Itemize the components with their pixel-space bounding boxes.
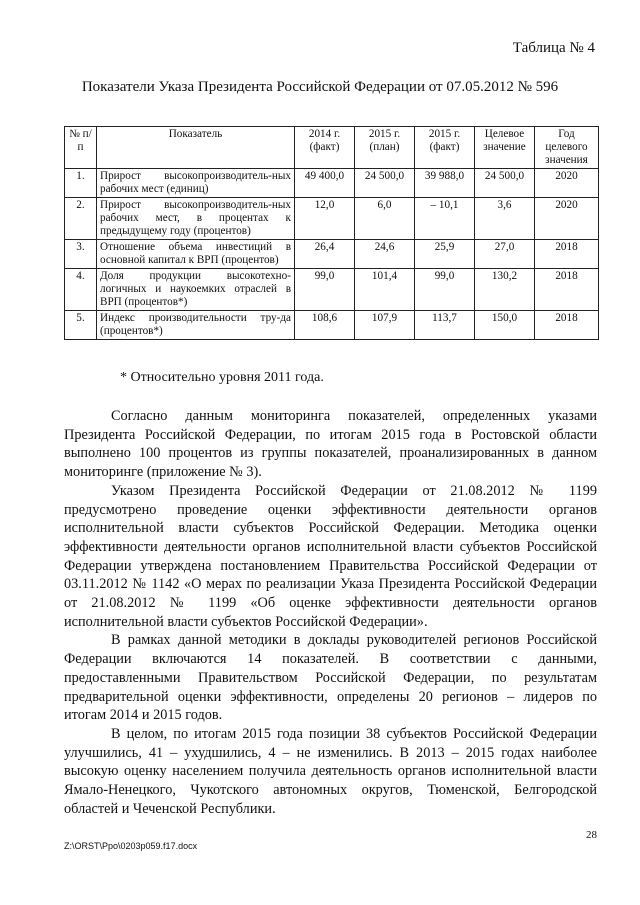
value-cell: 99,0 bbox=[415, 269, 475, 311]
header-cell-2015-plan: 2015 г. (план) bbox=[355, 127, 415, 169]
row-number-cell: 4. bbox=[65, 269, 97, 311]
value-cell: 24,6 bbox=[355, 240, 415, 269]
page-number: 28 bbox=[586, 829, 597, 841]
value-cell: 101,4 bbox=[355, 269, 415, 311]
value-cell: 130,2 bbox=[475, 269, 535, 311]
indicator-cell: Отношение объема инвестиций в основной капитал к ВРП (процентов) bbox=[97, 240, 295, 269]
value-cell: 6,0 bbox=[355, 198, 415, 240]
paragraph: Согласно данным мониторинга показателей, определенных указами Президента Российской Федерации, по итогам 2015 года в Ростовской области выполнено 100 процентов из группы показателей, проанализированных в данном мониторинге (приложение № 3). bbox=[64, 408, 597, 481]
value-cell: 27,0 bbox=[475, 240, 535, 269]
paragraph: В рамках данной методики в доклады руководителей регионов Российской Федерации включаются 14 показателей. В соответствии с данными, предоставленными Правительством Российской Федерации, по результатам предварительной оценки эффективности, определены 20 регионов – лидеров по итогам 2014 и 2015 годов. bbox=[64, 632, 597, 724]
value-cell: 150,0 bbox=[475, 311, 535, 340]
value-cell: 12,0 bbox=[295, 198, 355, 240]
body-text bbox=[64, 407, 597, 818]
paragraph: Указом Президента Российской Федерации от 21.08.2012 № 1199 предусмотрено проведение оценки эффективности деятельности органов исполнительной власти субъектов Российской Федерации. Методика оценки эффективности деятельности органов исполнительной власти субъектов Российской Федерации утверждена постановлением Правительства Российской Федерации от 03.11.2012 № 1142 «О мерах по реализации Указа Президента Российской Федерации от 21.08.2012 № 1199 «Об оценке эффективности деятельности органов исполнительной власти субъектов Российской Федерации». bbox=[64, 482, 597, 630]
row-number-cell: 5. bbox=[65, 311, 97, 340]
paragraph: В целом, по итогам 2015 года позиции 38 субъектов Российской Федерации улучшились, 41 – ухудшились, 4 – не изменились. В 2013 – 2015 годах наиболее высокую оценку населением получила деятельность органов исполнительной власти Ямало-Ненецкого, Чукотского автономных округов, Тюменской, Белгородской областей и Чеченской Республики. bbox=[64, 725, 597, 817]
row-number-cell: 2. bbox=[65, 198, 97, 240]
indicator-cell: Доля продукции высокотехно-логичных и наукоемких отраслей в ВРП (процентов*) bbox=[97, 269, 295, 311]
year-cell: 2018 bbox=[535, 311, 599, 340]
value-cell: 26,4 bbox=[295, 240, 355, 269]
year-cell: 2018 bbox=[535, 269, 599, 311]
header-cell-indicator: Показатель bbox=[97, 127, 295, 169]
value-cell: 39 988,0 bbox=[415, 169, 475, 198]
value-cell: 49 400,0 bbox=[295, 169, 355, 198]
year-cell: 2020 bbox=[535, 169, 599, 198]
table-row bbox=[65, 169, 599, 198]
header-cell-target-value: Целевое значение bbox=[475, 127, 535, 169]
indicator-cell: Прирост высокопроизводитель-ных рабочих мест, в процентах к предыдущему году (процентов) bbox=[97, 198, 295, 240]
year-cell: 2020 bbox=[535, 198, 599, 240]
value-cell: 107,9 bbox=[355, 311, 415, 340]
table-row bbox=[65, 269, 599, 311]
value-cell: 24 500,0 bbox=[475, 169, 535, 198]
value-cell: 3,6 bbox=[475, 198, 535, 240]
row-number-cell: 3. bbox=[65, 240, 97, 269]
table-footnote: * Относительно уровня 2011 года. bbox=[120, 370, 324, 385]
header-cell-2014-fact: 2014 г. (факт) bbox=[295, 127, 355, 169]
table-label: Таблица № 4 bbox=[512, 40, 595, 56]
table-header-row bbox=[65, 127, 599, 169]
document-title: Показатели Указа Президента Российской Федерации от 07.05.2012 № 596 bbox=[81, 79, 559, 95]
header-cell-number: № п/п bbox=[65, 127, 97, 169]
indicators-table bbox=[64, 126, 599, 340]
indicator-cell: Прирост высокопроизводитель-ных рабочих мест (единиц) bbox=[97, 169, 295, 198]
table-row bbox=[65, 198, 599, 240]
value-cell: 108,6 bbox=[295, 311, 355, 340]
header-cell-target-year: Год целевого значения bbox=[535, 127, 599, 169]
value-cell: 25,9 bbox=[415, 240, 475, 269]
header-cell-2015-fact: 2015 г. (факт) bbox=[415, 127, 475, 169]
value-cell: 24 500,0 bbox=[355, 169, 415, 198]
indicator-cell: Индекс производительности тру-да (процентов*) bbox=[97, 311, 295, 340]
value-cell: 99,0 bbox=[295, 269, 355, 311]
value-cell: 113,7 bbox=[415, 311, 475, 340]
file-path-footer: Z:\ORST\Ppo\0203p059.f17.docx bbox=[64, 841, 198, 851]
table-row bbox=[65, 240, 599, 269]
year-cell: 2018 bbox=[535, 240, 599, 269]
row-number-cell: 1. bbox=[65, 169, 97, 198]
table-row bbox=[65, 311, 599, 340]
value-cell: – 10,1 bbox=[415, 198, 475, 240]
